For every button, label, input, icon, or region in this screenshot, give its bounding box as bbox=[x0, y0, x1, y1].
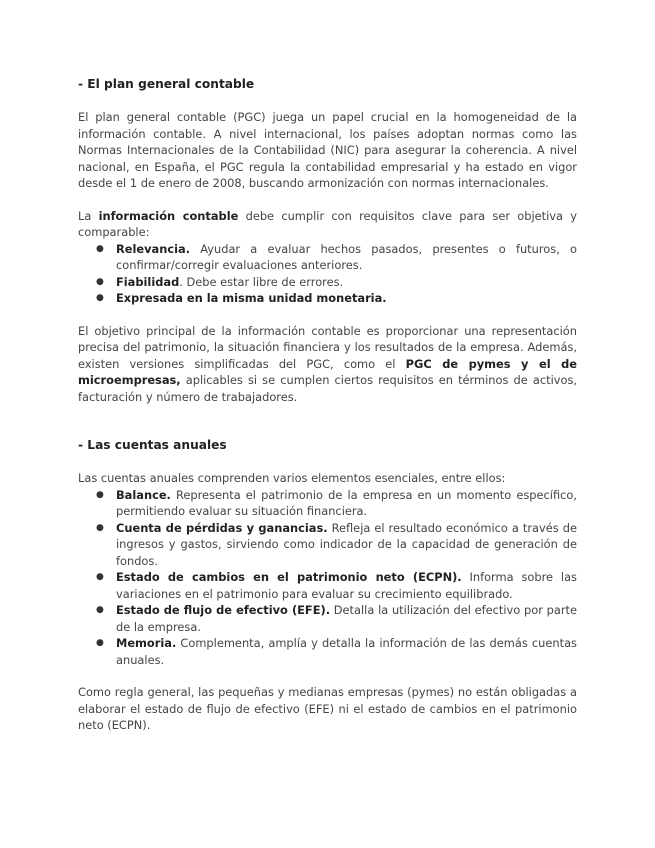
paragraph-cuentas-intro: Las cuentas anuales comprenden varios elementos esenciales, entre ellos: bbox=[78, 471, 506, 485]
list-item: ● Fiabilidad. Debe estar libre de errores. bbox=[116, 274, 577, 291]
list-cuentas bbox=[78, 487, 577, 669]
bold-pgc-pymes: PGC de pymes y el de microempresas, bbox=[78, 356, 577, 387]
paragraph-pgc-intro: El plan general contable (PGC) juega un papel crucial en la homogeneidad de la información contable. A nivel internacional, los países adoptan normas como las Normas Internacionales de la Contabilidad (NIC) para asegurar la coherencia. A nivel nacional, en España, el PGC regula la contabilidad empresarial y ha estado en vigor desde el 1 de enero de 2008, buscando armonización con normas internacionales. bbox=[78, 110, 577, 190]
list-item: ● Relevancia. Ayudar a evaluar hechos pasados, presentes o futuros, o confirmar/corregir evaluaciones anteriores. bbox=[116, 241, 577, 274]
paragraph-objetivo: El objetivo principal de la información contable es proporcionar una representación precisa del patrimonio, la situación financiera y los resultados de la empresa. Además, existen versiones simplificadas del PGC, como el PGC de pymes y el de microempresas, aplicables si se cumplen ciertos requisitos en términos de activos, facturación y número de trabajadores. bbox=[78, 323, 577, 404]
list-item: ● Expresada en la misma unidad monetaria. bbox=[116, 290, 577, 307]
section-heading-cuentas-anuales: - Las cuentas anuales bbox=[78, 438, 227, 452]
list-item: ● Memoria. Complementa, amplía y detalla la información de las demás cuentas anuales. bbox=[116, 635, 577, 668]
list-item: ● Balance. Representa el patrimonio de la empresa en un momento específico, permitiendo evaluar su situación financiera. bbox=[116, 487, 577, 520]
section-heading-plan-general: - El plan general contable bbox=[78, 77, 255, 91]
list-item: ● Estado de cambios en el patrimonio neto (ECPN). Informa sobre las variaciones en el patrimonio para evaluar su crecimiento equilibrado. bbox=[116, 569, 577, 602]
bold-informacion-contable: información contable bbox=[98, 208, 239, 223]
list-item: ● Cuenta de pérdidas y ganancias. Refleja el resultado económico a través de ingresos y gastos, sirviendo como indicador de la capacidad de generación de fondos. bbox=[116, 520, 577, 570]
paragraph-pymes-obligaciones: Como regla general, las pequeñas y medianas empresas (pymes) no están obligadas a elaborar el estado de flujo de efectivo (EFE) ni el estado de cambios en el patrimonio neto (ECPN). bbox=[78, 685, 577, 732]
paragraph-requisitos: La información contable debe cumplir con requisitos clave para ser objetiva y comparable: bbox=[78, 208, 577, 239]
list-item: ● Estado de flujo de efectivo (EFE). Detalla la utilización del efectivo por parte de la empresa. bbox=[116, 602, 577, 635]
list-requisitos bbox=[78, 241, 577, 307]
